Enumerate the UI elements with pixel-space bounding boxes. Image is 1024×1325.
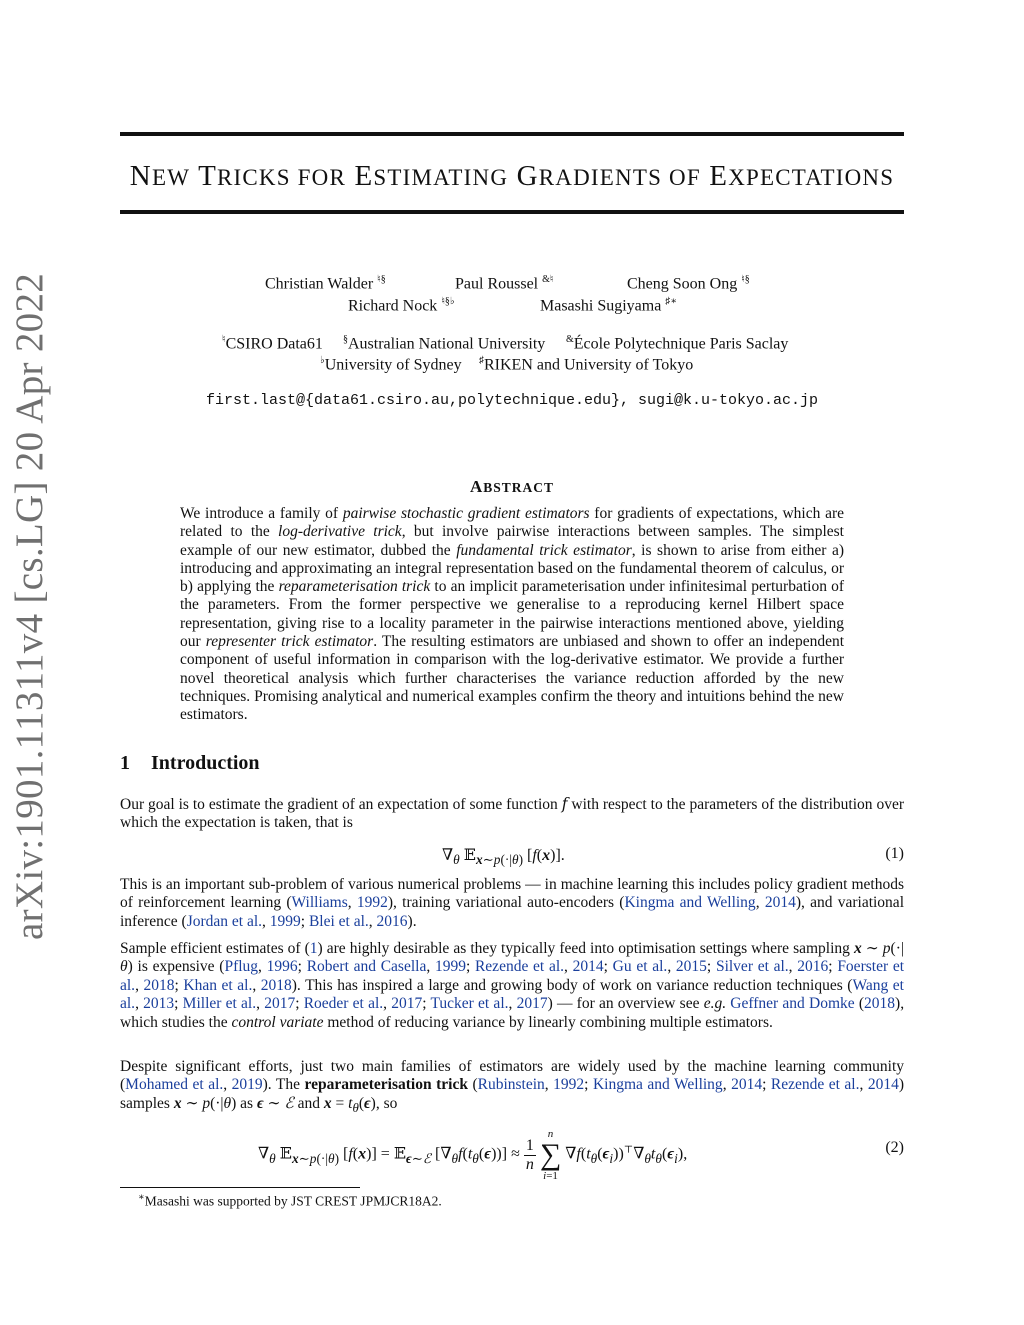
citation-link[interactable]: Rubinstein xyxy=(477,1076,545,1094)
equation-2 xyxy=(120,1122,904,1182)
affiliation-anu: §Australian National University xyxy=(343,334,546,353)
citation-link[interactable]: 2014 xyxy=(572,958,604,976)
citation-link[interactable]: Wang et al. xyxy=(120,976,904,1013)
citation-link[interactable]: Gu et al. xyxy=(612,958,668,976)
citation-link[interactable]: 2013 xyxy=(143,995,175,1013)
citation-link[interactable]: 2017 xyxy=(516,995,548,1013)
equation-2-tag: (2) xyxy=(885,1139,904,1156)
title-word: GRADIENTS OF xyxy=(516,160,701,192)
author-walder: Christian Walder ♮§ xyxy=(265,274,386,293)
equation-1-tag: (1) xyxy=(885,845,904,862)
citation-link[interactable]: 2015 xyxy=(675,958,707,976)
title-word: NEW xyxy=(129,160,191,192)
citation-link[interactable]: Rezende et al. xyxy=(474,958,565,976)
arxiv-sidebar-id: arXiv:1901.11311v4 [cs.LG] 20 Apr 2022 xyxy=(8,272,51,940)
citation-link[interactable]: Williams xyxy=(291,894,348,912)
affiliation-sydney: ♭University of Sydney xyxy=(320,355,462,374)
section-heading-introduction: 1 Introduction xyxy=(120,752,260,774)
equation-ref-link[interactable]: 1 xyxy=(309,940,318,957)
citation-link[interactable]: Rezende et al. xyxy=(770,1076,860,1094)
citation-link[interactable]: 2016 xyxy=(376,912,408,930)
citation-link[interactable]: 2017 xyxy=(264,995,296,1013)
citation-link[interactable]: Silver et al. xyxy=(715,958,789,976)
citation-link[interactable]: 1999 xyxy=(269,912,301,930)
citation-link[interactable]: Kingma and Welling xyxy=(624,894,756,912)
citation-link[interactable]: Mohamed et al. xyxy=(125,1076,224,1094)
footnote-rule xyxy=(120,1187,360,1188)
citation-link[interactable]: Pflug xyxy=(224,958,259,976)
title-bottom-rule xyxy=(120,210,904,214)
intro-paragraph-2: This is an important sub-problem of various numerical problems — in machine learning this includes policy gradient methods of reinforcement learning (Williams, 1992), training variational auto-encoders (Kingma and Welling, 2014), and variational inference (Jordan et al., 1999; Blei et al., 2016). xyxy=(120,876,904,930)
citation-link[interactable]: 2016 xyxy=(797,958,829,976)
intro-paragraph-1: Our goal is to estimate the gradient of an expectation of some function f with respect to the parameters of the distribution over which the expectation is taken, that is xyxy=(120,795,904,832)
citation-link[interactable]: 1992 xyxy=(356,894,388,912)
footnote: ∗Masashi was supported by JST CREST JPMJCR18A2. xyxy=(138,1192,442,1209)
equation-2-body: $\nabla_\theta$ 𝔼$_{x\sim p(\cdot|\theta)}$ [f(x)] = 𝔼$_{\epsilon\sim ℰ}$ $[\nabla_\theta f(t_\theta(\epsilon))]$ ≈ $\frac{1}{n}$ n ∑ i=1 $\nabla f(t_\theta(\epsilon_i))^⊤\nabla_\theta t_\theta(\epsilon_i)$, xyxy=(258,1128,688,1182)
title-top-rule xyxy=(120,132,904,136)
citation-link[interactable]: 1999 xyxy=(434,958,466,976)
citation-link[interactable]: 2014 xyxy=(764,894,796,912)
citation-link[interactable]: 2017 xyxy=(391,995,423,1013)
author-ong: Cheng Soon Ong ♮§ xyxy=(627,274,750,293)
citation-link[interactable]: Geffner and Domke xyxy=(730,995,855,1013)
author-nock: Richard Nock ♮§♭ xyxy=(348,296,455,315)
affiliation-polytechnique: &École Polytechnique Paris Saclay xyxy=(566,334,789,353)
title-word: EXPECTATIONS xyxy=(709,160,895,192)
citation-link[interactable]: 1992 xyxy=(553,1076,585,1094)
intro-paragraph-3: Sample efficient estimates of (1) are highly desirable as they typically feed into optimisation settings where sampling x ∼ p(·|θ) is expensive (Pflug, 1996; Robert and Casella, 1999; Rezende et al., 2014; Gu et al., 2015; Silver et al., 2016; Foerster et al., 2018; Khan et al., 2018). This has inspired a large and growing body of work on variance reduction techniques (Wang et al., 2013; Miller et al., 2017; Roeder et al., 2017; Tucker et al., 2017) — for an overview see e.g. Geffner and Domke (2018), which studies the control variate method of reducing variance by linearly combining multiple estimators. xyxy=(120,940,905,1031)
citation-link[interactable]: Kingma and Welling xyxy=(592,1076,723,1094)
intro-paragraph-4: Despite significant efforts, just two main families of estimators are widely used by the machine learning community (Mohamed et al., 2019). The reparameterisation trick (Rubinstein, 1992; Kingma and Welling, 2014; Rezende et al., 2014) samples x ∼ p(·|θ) as ϵ ∼ ℰ and $x = t_\theta(\epsilon)$, so xyxy=(120,1058,905,1115)
author-email: first.last@{data61.csiro.au,polytechnique.edu}, sugi@k.u-tokyo.ac.jp xyxy=(205,392,819,409)
author-sugiyama: Masashi Sugiyama ♯∗ xyxy=(540,296,678,315)
citation-link[interactable]: 2014 xyxy=(867,1076,899,1094)
equation-1 xyxy=(120,845,904,867)
citation-link[interactable]: Miller et al. xyxy=(182,995,257,1013)
author-roussel: Paul Roussel &♮ xyxy=(455,274,554,293)
citation-link[interactable]: 2018 xyxy=(864,995,896,1013)
citation-link[interactable]: 2019 xyxy=(231,1076,263,1094)
paper-title xyxy=(120,160,904,193)
affiliation-csiro: ♮CSIRO Data61 xyxy=(222,334,323,353)
citation-link[interactable]: Robert and Casella xyxy=(306,958,427,976)
citation-link[interactable]: 2018 xyxy=(143,976,175,994)
citation-link[interactable]: Jordan et al. xyxy=(186,912,263,930)
citation-link[interactable]: Khan et al. xyxy=(183,976,253,994)
affiliation-riken: ♯RIKEN and University of Tokyo xyxy=(479,355,694,374)
citation-link[interactable]: 2014 xyxy=(731,1076,763,1094)
citation-link[interactable]: Foerster et al. xyxy=(120,958,905,994)
citation-link[interactable]: Tucker et al. xyxy=(430,995,509,1013)
citation-link[interactable]: Roeder et al. xyxy=(303,995,384,1013)
citation-link[interactable]: 2018 xyxy=(260,976,292,994)
title-word: TRICKS FOR xyxy=(198,160,347,192)
citation-link[interactable]: 1996 xyxy=(266,958,298,976)
equation-1-body: $\nabla_\theta$ 𝔼$_{x\sim p(\cdot|\theta)}$ [f(x)]. xyxy=(442,845,565,868)
title-word: ESTIMATING xyxy=(354,160,509,192)
abstract-body: We introduce a family of pairwise stochastic gradient estimators for gradients of expectations, which are related to the log-derivative trick, but involve pairwise interactions between samples. The simplest example of our new estimator, dubbed the fundamental trick estimator, is shown to arise from either a) introducing and approximating an integral representation based on the fundamental theorem of calculus, or b) applying the reparameterisation trick to an implicit parameterisation under infinitesimal perturbation of the parameters. From the former perspective we generalise to a reproducing kernel Hilbert space representation, giving rise to a locality parameter in the pairwise interactions mentioned above, yielding our representer trick estimator. The resulting estimators are unbiased and shown to offer an independent component of useful information in comparison with the log-derivative estimator. We provide a further novel theoretical analysis which further characterises the variance reduction afforded by the new techniques. Promising analytical and numerical examples confirm the theory and intuitions behind the new estimators. xyxy=(180,505,845,724)
citation-link[interactable]: Blei et al. xyxy=(308,912,369,930)
abstract-heading: ABSTRACT xyxy=(469,477,555,496)
